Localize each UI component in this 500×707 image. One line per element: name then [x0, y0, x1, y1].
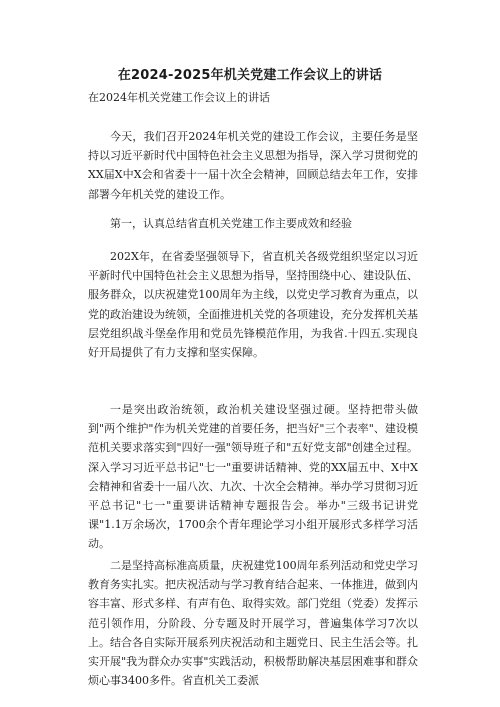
section-heading: 第一，认真总结省直机关党建工作主要成效和经验: [110, 217, 352, 230]
centenary-activities-paragraph: 二是坚持高标准高质量，庆祝建党100周年系列活动和党史学习教育务实扎实。把庆祝活动与学习教育结合起来、一体推进，做到内容丰富、形式多样、有声有色、取得实效。部门党组（党委）发挥示范引领作用，分阶段、分专题及时开展学习，普遍集体学习7次以上。结合各自实际开展系列庆祝活动和主题党日、民主生活会等。扎实开展"我为群众办实事"实践活动，积极帮助解决基层困难事和群众烦心事3400多件。省直机关工委派: [88, 559, 418, 688]
document-title: 在2024-2025年机关党建工作会议上的讲话: [117, 68, 383, 83]
document-subtitle: 在2024年机关党建工作会议上的讲话: [88, 91, 270, 104]
intro-paragraph: 今天，我们召开2024年机关党的建设工作会议，主要任务是坚持以习近平新时代中国特色社会主义思想为指导，深入学习贯彻党的XX届X中X会和省委十一届十次全会精神，回顾总结去年工作，安排部署今年机关党的建设工作。: [88, 130, 418, 201]
summary-paragraph: 202X年，在省委坚强领导下，省直机关各级党组织坚定以习近平新时代中国特色社会主义思想为指导，坚持围绕中心、建设队伍、服务群众，以庆祝建党100周年为主线，以党史学习教育为重点，以党的政治建设为统领，全面推进机关党的各项建设，充分发挥机关基层党组织战斗堡垒作用和党员先锋模范作用，为我省.十四五.实现良好开局提供了有力支撑和坚实保障。: [88, 250, 418, 360]
political-leadership-paragraph: 一是突出政治统领，政治机关建设坚强过硬。坚持把带头做到"两个维护"作为机关党建的首要任务，把当好"三个表率"、建设模范机关要求落实到"四好一强"领导班子和"五好党支部"创建全过程。深入学习习近平总书记"七一"重要讲话精神、党的XX届五中、X中X会精神和省委十一届八次、九次、十次全会精神。举办学习贯彻习近平总书记"七一"重要讲话精神专题报告会。举办"三级书记讲党课"1.1万余场次，1700余个青年理论学习小组开展形式多样学习活动。: [88, 403, 418, 551]
